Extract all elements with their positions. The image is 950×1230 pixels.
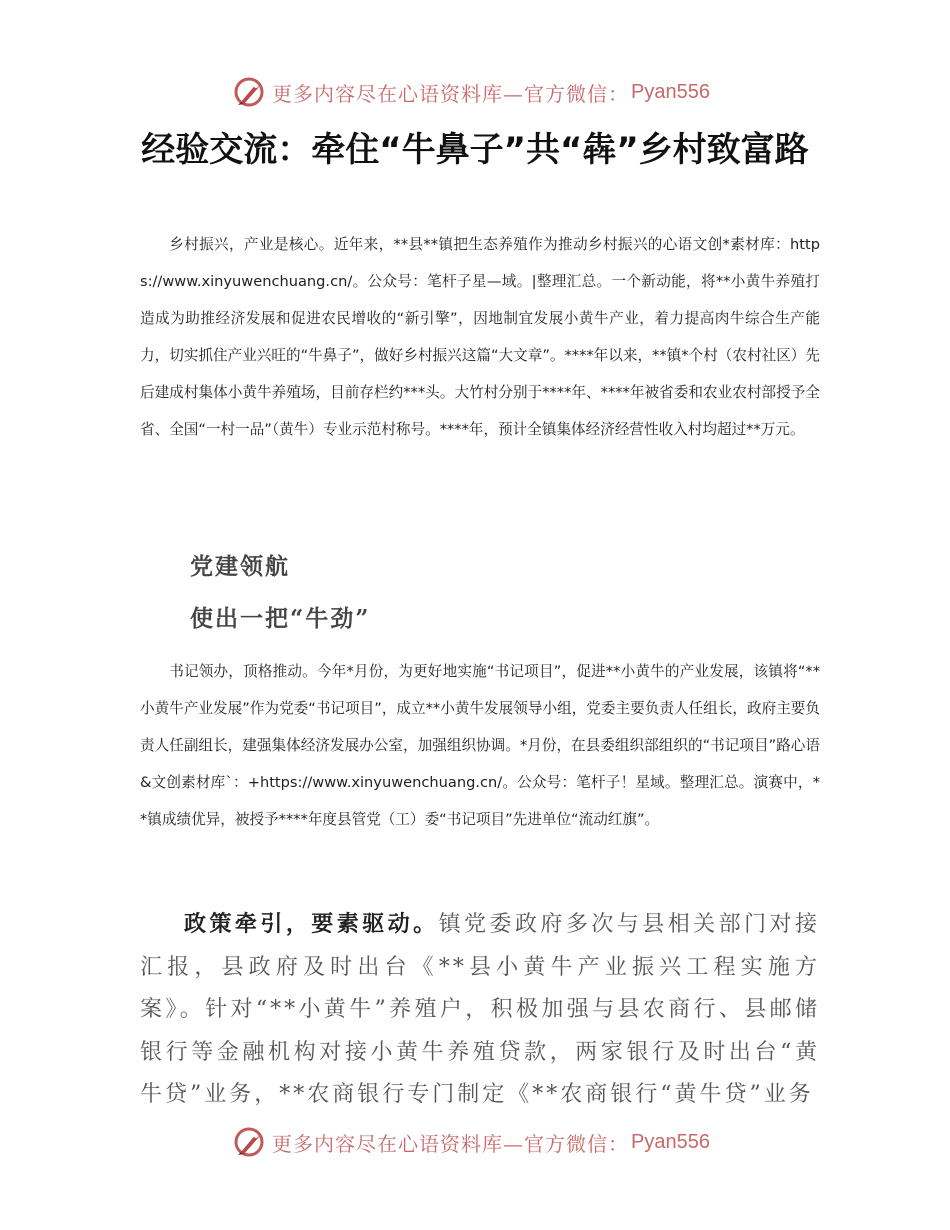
banner-text: 更多内容尽在心语资料库—官方微信： [272,81,629,106]
section-subheading: 使出一把“牛劲” [190,605,371,632]
pen-nib-logo-icon [232,1125,266,1159]
section-heading-party-building: 党建领航 [190,553,290,580]
header-banner [232,72,712,112]
secretary-paragraph: 书记领办，顶格推动。今年*月份，为更好地实施“书记项目”，促进**小黄牛的产业发展，该镇将“**小黄牛产业发展”作为党委“书记项目”，成立**小黄牛发展领导小组，党委主要负责人任组长，政府主要负责人任副组长，建强集体经济发展办公室，加强组织协调。*月份，在县委组织部组织的“书记项目”路心语&文创素材库`：+https://www.xinyuwenchuang.cn/。公众号：笔杆子！星域。整理汇总。演赛中，**镇成绩优异，被授予****年度县管党（工）委“书记项目”先进单位“流动红旗”。 [140,663,820,828]
wechat-id: Pyan556 [631,80,710,103]
policy-text: 镇党委政府多次与县相关部门对接汇报，县政府及时出台《**县小黄牛产业振兴工程实施方案》。针对“**小黄牛”养殖户，积极加强与县农商行、县邮储银行等金融机构对接小黄牛养殖贷款，两家银行及时出台“黄牛贷”业务，**农商银行专门制定《**农商银行“黄牛贷”业务 [140,912,820,1107]
policy-lead: 政策牵引，要素驱动。 [184,911,439,937]
intro-paragraph: 乡村振兴，产业是核心。近年来，**县**镇把生态养殖作为推动乡村振兴的心语文创*素材库：https://www.xinyuwenchuang.cn/。公众号：笔杆子星—域。|整理汇总。一个新动能，将**小黄牛养殖打造成为助推经济发展和促进农民增收的“新引擎”，因地制宜发展小黄牛产业，着力提高肉牛综合生产能力，切实抓住产业兴旺的“牛鼻子”，做好乡村振兴这篇“大文章”。****年以来，**镇*个村（农村社区）先后建成村集体小黄牛养殖场，目前存栏约***头。大竹村分别于****年、****年被省委和农业农村部授予全省、全国“一村一品”（黄牛）专业示范村称号。****年，预计全镇集体经济经营性收入村均超过**万元。 [140,236,820,438]
banner-text: 更多内容尽在心语资料库—官方微信： [272,1131,629,1156]
wechat-id: Pyan556 [631,1130,710,1153]
policy-paragraph [140,903,820,1117]
footer-banner [232,1122,712,1162]
page-title: 经验交流：牵住“牛鼻子”共“犇”乡村致富路 [141,130,809,170]
pen-nib-logo-icon [232,75,266,109]
